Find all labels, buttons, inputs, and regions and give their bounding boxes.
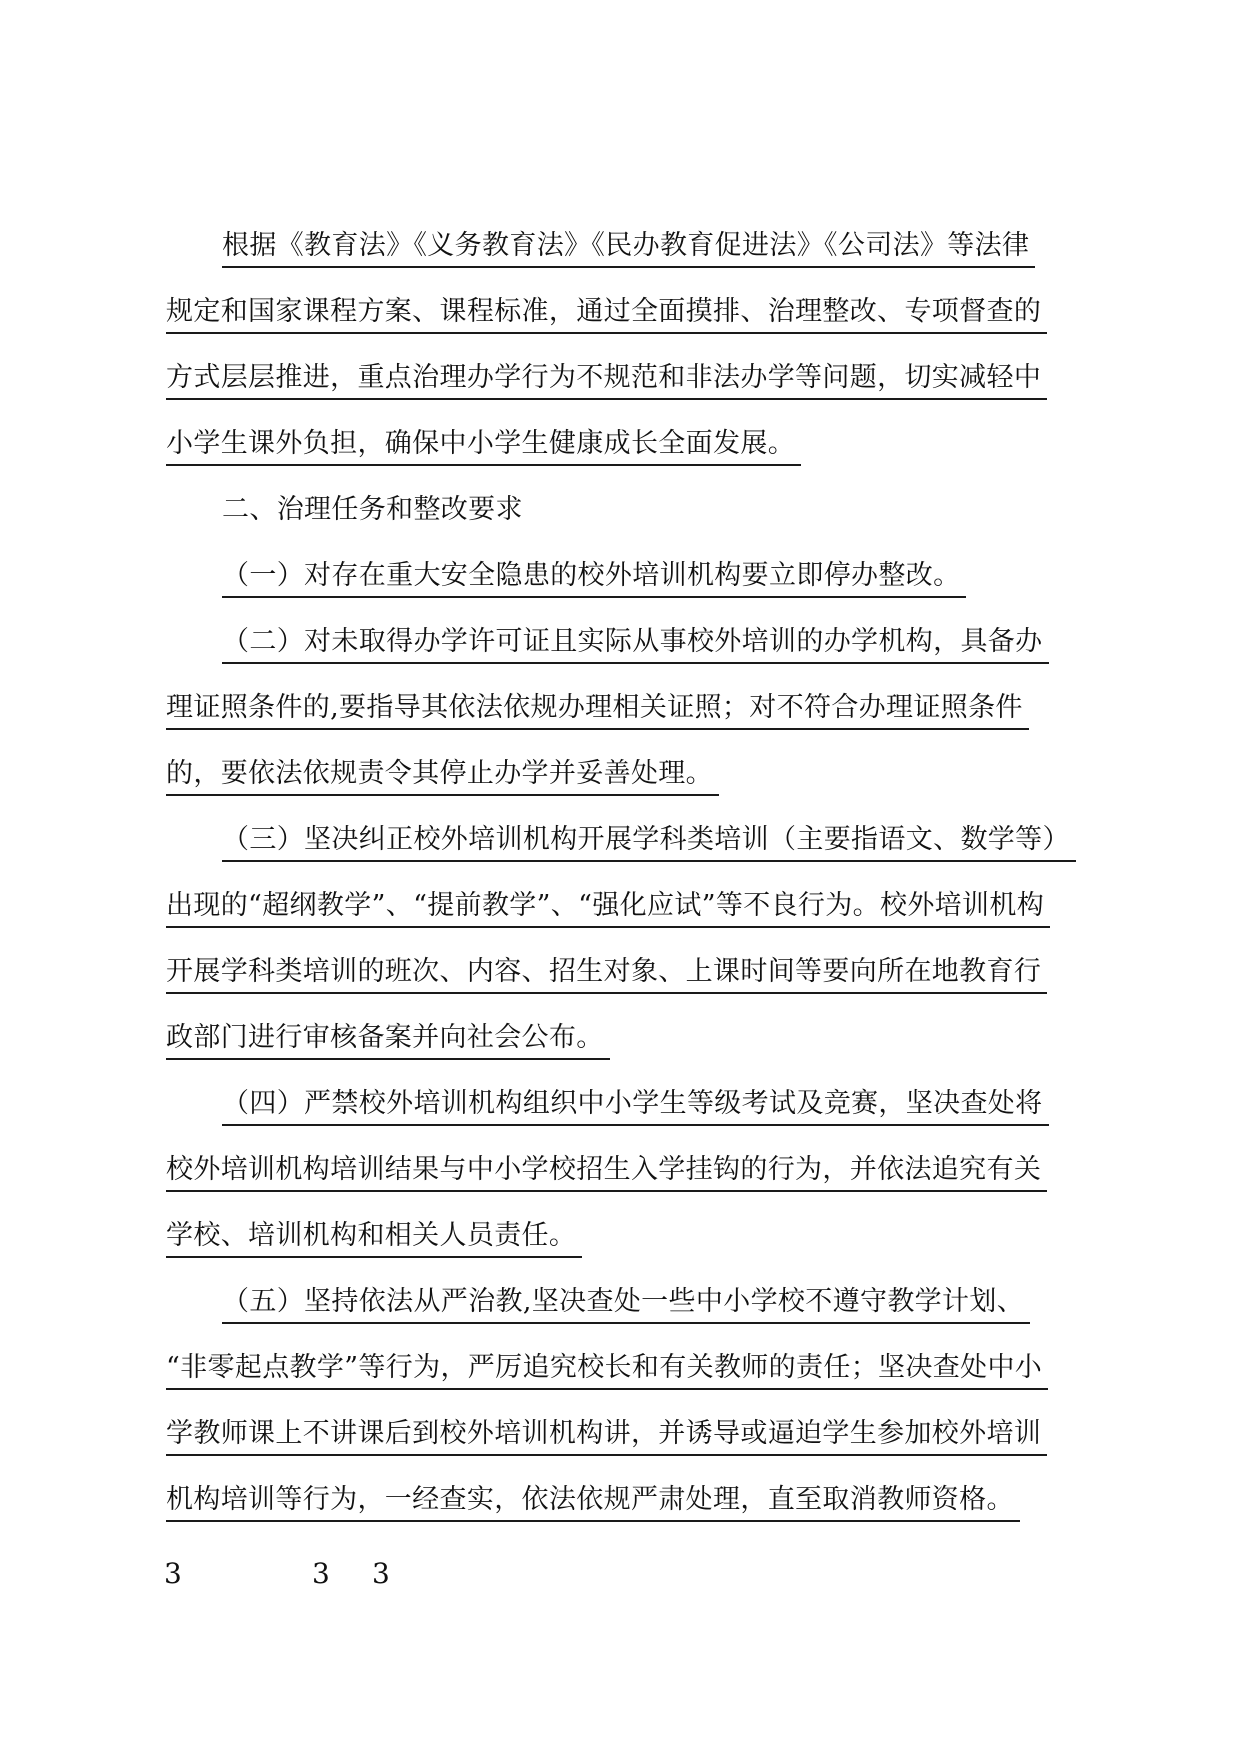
body-line: （五）坚持依法从严治教,坚决查处一些中小学校不遵守教学计划、 [222, 1282, 1030, 1324]
body-line: 方式层层推进，重点治理办学行为不规范和非法办学等问题，切实减轻中 [166, 358, 1047, 400]
body-line: 机构培训等行为，一经查实，依法依规严肃处理，直至取消教师资格。 [166, 1480, 1020, 1522]
body-line: 学校、培训机构和相关人员责任。 [166, 1216, 582, 1258]
page-number-mark: 3 [372, 1557, 390, 1590]
body-line: （三）坚决纠正校外培训机构开展学科类培训（主要指语文、数学等） [222, 820, 1076, 862]
page-number-mark: 3 [164, 1557, 182, 1590]
body-line: （一）对存在重大安全隐患的校外培训机构要立即停办整改。 [222, 556, 966, 598]
page-number-mark: 3 [312, 1557, 330, 1590]
body-line: （四）严禁校外培训机构组织中小学生等级考试及竞赛，坚决查处将 [222, 1084, 1049, 1126]
body-line: （二）对未取得办学许可证且实际从事校外培训的办学机构，具备办 [222, 622, 1049, 664]
body-line: “非零起点教学”等行为，严厉追究校长和有关教师的责任；坚决查处中小 [166, 1348, 1048, 1390]
body-line: 政部门进行审核备案并向社会公布。 [166, 1018, 610, 1060]
body-line: 校外培训机构培训结果与中小学校招生入学挂钩的行为，并依法追究有关 [166, 1150, 1047, 1192]
section-heading: 二、治理任务和整改要求 [222, 494, 523, 525]
body-line: 学教师课上不讲课后到校外培训机构讲，并诱导或逼迫学生参加校外培训 [166, 1414, 1047, 1456]
body-line: 开展学科类培训的班次、内容、招生对象、上课时间等要向所在地教育行 [166, 952, 1047, 994]
body-line: 小学生课外负担，确保中小学生健康成长全面发展。 [166, 424, 801, 466]
body-line: 规定和国家课程方案、课程标准，通过全面摸排、治理整改、专项督查的 [166, 292, 1047, 334]
body-line: 出现的“超纲教学”、“提前教学”、“强化应试”等不良行为。校外培训机构 [166, 886, 1050, 928]
body-line: 根据《教育法》《义务教育法》《民办教育促进法》《公司法》等法律 [222, 226, 1035, 268]
body-line: 理证照条件的,要指导其依法依规办理相关证照；对不符合办理证照条件 [166, 688, 1029, 730]
body-line: 的，要依法依规责令其停止办学并妥善处理。 [166, 754, 719, 796]
